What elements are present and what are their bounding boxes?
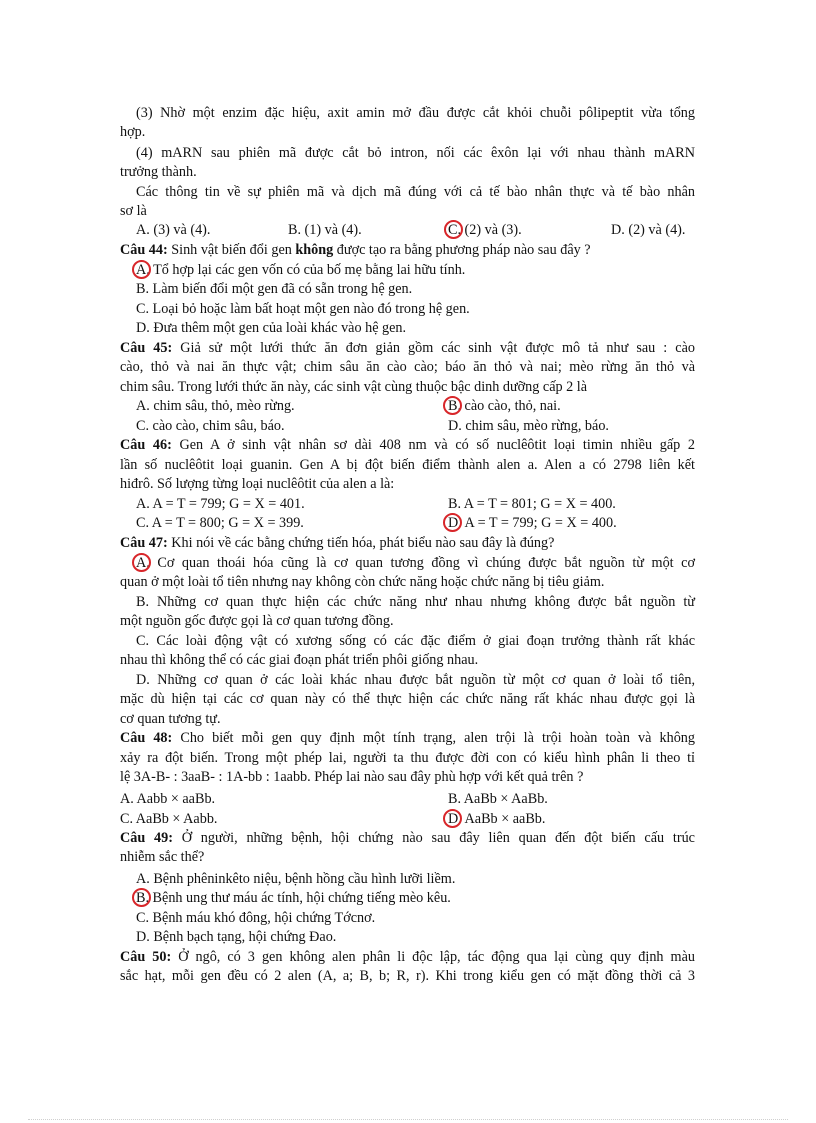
question-47-option-c-cont: nhau thì không thể có các giai đoạn phát triển phôi giống nhau. — [120, 652, 479, 668]
question-text: Cho biết mỗi gen quy định một tính trạng, alen trội là trội hoàn toàn và không — [172, 730, 695, 746]
question-45-cont: cào, thỏ và nai ăn thực vật; chim sâu ăn cào cào; báo ăn thỏ và nai; mèo rừng ăn thỏ và — [120, 359, 695, 375]
question-46 — [120, 436, 695, 455]
answer-circle-q49 — [132, 888, 151, 907]
question-text: Ở người, những bệnh, hội chứng nào sau đây liên quan đến đột biến cấu trúc — [172, 830, 695, 846]
question-47-option-a: A. Cơ quan thoái hóa cũng là cơ quan tương đồng vì chúng được bắt nguồn từ một cơ — [136, 555, 695, 571]
question-label: Câu 44: — [120, 242, 168, 258]
question-49-option-d: D. Bệnh bạch tạng, hội chứng Đao. — [136, 929, 337, 945]
question-emphasis: không — [295, 242, 334, 258]
question-44-option-d: D. Đưa thêm một gen của loài khác vào hệ gen. — [136, 320, 407, 336]
question-46-options-row2 — [120, 514, 695, 533]
option-a: A. A = T = 799; G = X = 401. — [136, 496, 305, 512]
option-c: C. (2) và (3). — [448, 222, 522, 238]
statement-3-cont: hợp. — [120, 124, 146, 140]
question-label: Câu 47: — [120, 535, 168, 551]
question-45-options-row1 — [120, 397, 695, 416]
page-bottom-border — [28, 1119, 788, 1120]
question-45-cont-2: chim sâu. Trong lưới thức ăn này, các sinh vật cùng thuộc bậc dinh dưỡng cấp 2 là — [120, 379, 588, 395]
option-a: A. chim sâu, thỏ, mèo rừng. — [136, 398, 295, 414]
question-46-cont: lần số nuclêôtit loại guanin. Gen A bị đột biến điểm thành alen a. Alen a có 2798 liên kết — [120, 457, 695, 473]
question-label: Câu 46: — [120, 437, 172, 453]
question-49-option-b: B. Bệnh ung thư máu ác tính, hội chứng tiếng mèo kêu. — [136, 890, 451, 906]
question-47-option-d-cont: mặc dù hiện tại các cơ quan này có thể thực hiện các chức năng rất khác nhau được gọi là — [120, 691, 695, 707]
question-text: Giả sử một lưới thức ăn đơn giản gồm các sinh vật được mô tả như sau : cào — [172, 340, 695, 356]
question-47-option-b: B. Những cơ quan thực hiện các chức năng như nhau nhưng không được bắt nguồn từ — [136, 594, 695, 610]
answer-circle-q44 — [132, 260, 151, 279]
option-a: A. Aabb × aaBb. — [120, 791, 216, 807]
question-text-end: được tạo ra bằng phương pháp nào sau đây ? — [333, 242, 591, 258]
question-50-cont: sắc hạt, mỗi gen đều có 2 alen (A, a; B, b; R, r). Khi trong kiểu gen có mặt đồng thời cả 3 — [120, 968, 695, 984]
question-label: Câu 45: — [120, 340, 173, 356]
question-48-cont: xảy ra đột biến. Trong một phép lai, người ta thu được đời con có kiểu hình phân li theo tỉ — [120, 750, 695, 766]
option-c: C. A = T = 800; G = X = 399. — [136, 515, 304, 531]
question-45-options-row2 — [120, 417, 695, 436]
answer-circle-q48 — [443, 809, 462, 828]
question-44-option-c: C. Loại bỏ hoặc làm bất hoạt một gen nào đó trong hệ gen. — [136, 301, 470, 317]
option-b: B. cào cào, thỏ, nai. — [448, 398, 561, 414]
question-45 — [120, 339, 695, 358]
answer-circle-q43 — [444, 220, 463, 239]
option-c: C. cào cào, chim sâu, báo. — [136, 418, 285, 434]
question-47-option-d-cont-2: cơ quan tương tự. — [120, 711, 221, 727]
question-text: Sinh vật biến đổi gen — [167, 242, 296, 258]
question-text: Gen A ở sinh vật nhân sơ dài 408 nm và có số nuclêôtit loại timin nhiều gấp 2 — [171, 437, 695, 453]
question-48 — [120, 729, 695, 748]
question-47-option-b-cont: một nguồn gốc được gọi là cơ quan tương đồng. — [120, 613, 394, 629]
statement-4-cont: trưởng thành. — [120, 164, 197, 180]
answer-circle-q45 — [443, 396, 462, 415]
statement-3: (3) Nhờ một enzim đặc hiệu, axit amin mở đầu được cắt khỏi chuỗi pôlipeptit vừa tổng — [136, 105, 695, 121]
question-49 — [120, 829, 695, 848]
question-44-option-a: A. Tổ hợp lại các gen vốn có của bố mẹ bằng lai hữu tính. — [136, 262, 466, 278]
question-49-option-c: C. Bệnh máu khó đông, hội chứng Tớcnơ. — [136, 910, 376, 926]
option-b: B. AaBb × AaBb. — [448, 791, 548, 807]
statement-4: (4) mARN sau phiên mã được cắt bỏ intron, nối các êxôn lại với nhau thành mARN — [136, 145, 695, 161]
question-text: Ở ngô, có 3 gen không alen phân li độc lập, tác động qua lại cùng quy định màu — [171, 949, 695, 965]
answer-circle-q46 — [443, 513, 462, 532]
question-label: Câu 50: — [120, 949, 172, 965]
question-46-cont-2: hiđrô. Số lượng từng loại nuclêôtit của alen a là: — [120, 476, 395, 492]
question-48-options-row1 — [120, 790, 695, 809]
option-d: D. A = T = 799; G = X = 400. — [448, 515, 617, 531]
option-d: D. (2) và (4). — [611, 222, 686, 238]
answer-circle-q47 — [132, 553, 151, 572]
question-50 — [120, 948, 695, 967]
option-b: B. A = T = 801; G = X = 400. — [448, 496, 616, 512]
question-46-options-row1 — [120, 495, 695, 514]
option-d: D. chim sâu, mèo rừng, báo. — [448, 418, 609, 434]
option-b: B. (1) và (4). — [288, 222, 362, 238]
question-48-cont-2: lệ 3A-B- : 3aaB- : 1A-bb : 1aabb. Phép lai nào sau đây phù hợp với kết quả trên ? — [120, 769, 584, 785]
question-49-option-a: A. Bệnh phêninkêto niệu, bệnh hồng cầu hình lưỡi liềm. — [136, 871, 456, 887]
question-44-option-b: B. Làm biến đổi một gen đã có sẵn trong hệ gen. — [136, 281, 413, 297]
question-48-options-row2 — [120, 810, 695, 829]
option-c: C. AaBb × Aabb. — [120, 811, 218, 827]
question-47-option-a-cont: quan ở một loài tổ tiên nhưng nay không còn chức năng hoặc chức năng bị tiêu giảm. — [120, 574, 605, 590]
question-label: Câu 49: — [120, 830, 173, 846]
question-43-stem-cont: sơ là — [120, 203, 147, 219]
question-43-options — [120, 221, 695, 240]
option-a: A. (3) và (4). — [136, 222, 211, 238]
question-49-cont: nhiễm sắc thể? — [120, 849, 205, 865]
question-43-stem: Các thông tin về sự phiên mã và dịch mã đúng với cả tế bào nhân thực và tế bào nhân — [136, 184, 695, 200]
question-47 — [120, 534, 695, 553]
option-d: D. AaBb × aaBb. — [448, 811, 546, 827]
question-47-option-d: D. Những cơ quan ở các loài khác nhau được bắt nguồn từ một cơ quan ở loài tổ tiên, — [136, 672, 695, 688]
question-44 — [120, 241, 695, 260]
question-label: Câu 48: — [120, 730, 173, 746]
question-text: Khi nói về các bằng chứng tiến hóa, phát biểu nào sau đây là đúng? — [167, 535, 555, 551]
question-47-option-c: C. Các loài động vật có xương sống có các đặc điểm ở giai đoạn trưởng thành rất khác — [136, 633, 695, 649]
